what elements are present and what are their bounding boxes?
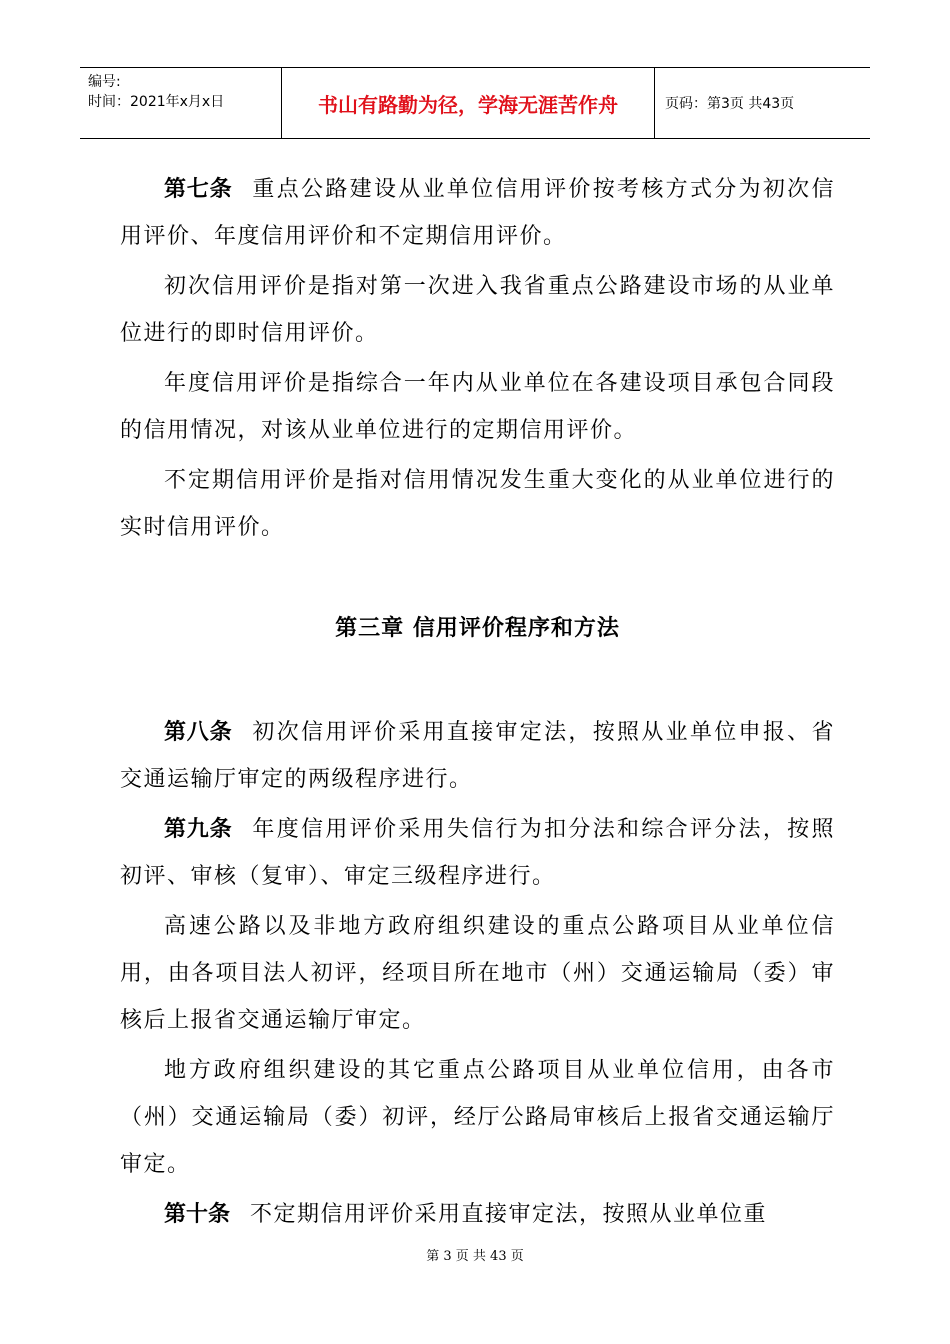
paragraph	[120, 1047, 835, 1188]
header-meta	[80, 68, 282, 138]
document-number-label: 编号:	[88, 74, 121, 90]
motto-text: 书山有路勤为径，学海无涯苦作舟	[318, 92, 618, 117]
paragraph-text: 不定期信用评价采用直接审定法，按照从业单位重	[250, 1202, 768, 1227]
paragraph-text: 重点公路建设从业单位信用评价按考核方式分为初次信用评价、年度信用评价和不定期信用评价。	[120, 177, 835, 249]
document-body	[120, 166, 835, 1238]
paragraph	[120, 360, 835, 454]
paragraph-text: 高速公路以及非地方政府组织建设的重点公路项目从业单位信用，由各项目法人初评，经项目所在地市（州）交通运输局（委）审核后上报省交通运输厅审定。	[120, 914, 835, 1033]
paragraph	[120, 709, 835, 803]
page-header	[80, 67, 870, 139]
paragraph-text: 初次信用评价是指对第一次进入我省重点公路建设市场的从业单位进行的即时信用评价。	[120, 274, 835, 346]
document-time: 时间：2021年x月x日	[88, 94, 225, 110]
paragraph	[120, 263, 835, 357]
page-footer: 第 3 页 共 43 页	[426, 1249, 524, 1264]
header-page-info	[655, 68, 870, 138]
header-motto	[282, 68, 655, 138]
paragraph-text: 地方政府组织建设的其它重点公路项目从业单位信用，由各市（州）交通运输局（委）初评，经厅公路局审核后上报省交通运输厅审定。	[120, 1058, 835, 1177]
article-number: 第七条	[164, 177, 233, 202]
chapter-heading: 第三章 信用评价程序和方法	[335, 616, 620, 641]
article-number: 第八条	[164, 720, 233, 745]
paragraph	[120, 166, 835, 260]
paragraph	[120, 1191, 835, 1238]
paragraph	[120, 903, 835, 1044]
page-info-text: 页码：第3页 共43页	[665, 96, 795, 112]
paragraph-text: 年度信用评价是指综合一年内从业单位在各建设项目承包合同段的信用情况，对该从业单位进行的定期信用评价。	[120, 371, 835, 443]
paragraph	[120, 806, 835, 900]
paragraph-text: 不定期信用评价是指对信用情况发生重大变化的从业单位进行的实时信用评价。	[120, 468, 835, 540]
paragraph	[120, 457, 835, 551]
paragraph-text: 年度信用评价采用失信行为扣分法和综合评分法，按照初评、审核（复审）、审定三级程序进行。	[120, 817, 835, 889]
paragraph-text: 初次信用评价采用直接审定法，按照从业单位申报、省交通运输厅审定的两级程序进行。	[120, 720, 835, 792]
article-number: 第九条	[164, 817, 233, 842]
article-number: 第十条	[164, 1202, 231, 1227]
